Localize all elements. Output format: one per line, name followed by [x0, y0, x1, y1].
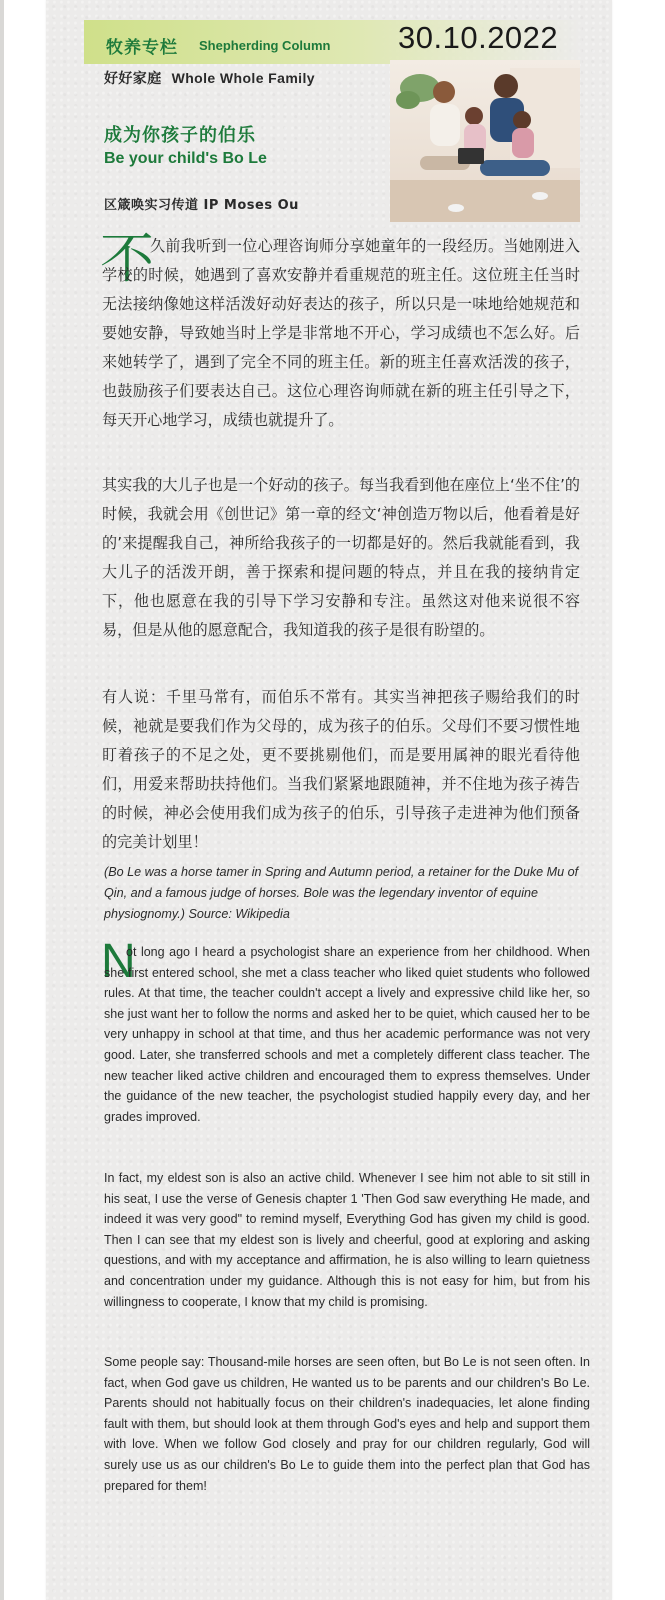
cn-paragraph-3	[102, 683, 580, 857]
dropcap-cn-char: 不	[100, 227, 154, 290]
family-photo	[390, 60, 580, 222]
publication-date: 30.10.2022	[398, 20, 559, 55]
en-paragraph-3	[104, 1352, 590, 1496]
column-title-cn: 牧养专栏	[106, 38, 178, 58]
column-title-en: Shepherding Column	[199, 38, 331, 53]
article-author: 区箴唤实习传道 IP Moses Ou	[104, 198, 299, 213]
wikipedia-note: (Bo Le was a horse tamer in Spring and Autumn period, a retainer for the Duke Mu of Qin, and a famous judge of horses. Bole was the legendary inventor of equine physiognomy.) Source: Wikipedia	[104, 865, 579, 921]
cn-paragraph-text: 久前我听到一位心理咨询师分享她童年的一段经历。当她刚进入学校的时候，她遇到了喜欢安静并看重规范的班主任。这位班主任当时无法接纳像她这样活泼好动好表达的孩子，所以只是一味地给她规范和要她安静，导致她当时上学是非常地不开心，学习成绩也不怎么好。后来她转学了，遇到了完全不同的班主任。新的班主任喜欢活泼的孩子，也鼓励孩子们要表达自己。这位心理咨询师就在新的班主任引导之下，每天开心地学习，成绩也就提升了。	[102, 237, 580, 429]
cn-paragraph-text: 其实我的大儿子也是一个好动的孩子。每当我看到他在座位上‘坐不住’的时候，我就会用《创世记》第一章的经文‘神创造万物以后，他看着是好的’来提醒我自己，神所给我孩子的一切都是好的。然后我就能看到，我大儿子的活泼开朗，善于探索和提问题的特点，并且在我的接纳肯定下，他也愿意在我的引导下学习安静和专注。虽然这对他来说很不容易，但是从他的愿意配合，我知道我的孩子是很有盼望的。	[102, 476, 580, 639]
article-title-cn: 成为你孩子的伯乐	[104, 125, 256, 146]
cn-paragraph-text: 有人说：千里马常有，而伯乐不常有。其实当神把孩子赐给我们的时候，祂就是要我们作为父母的，成为孩子的伯乐。父母们不要习惯性地盯着孩子的不足之处，更不要挑剔他们，而是要用属神的眼光看待他们，用爱来帮助扶持他们。当我们紧紧地跟随神，并不住地为孩子祷告的时候，神必会使用我们成为孩子的伯乐，引导孩子走进神为他们预备的完美计划里！	[102, 688, 580, 851]
en-paragraph-1	[104, 942, 590, 1127]
section-subtitle	[104, 68, 315, 88]
article-title-en: Be your child's Bo Le	[104, 150, 267, 167]
page-edge	[0, 0, 4, 1600]
en-paragraph-text: Some people say: Thousand-mile horses are seen often, but Bo Le is not seen often. In fact, when God gave us children, He wanted us to be parents and our children's Bo Le. Parents should not habitually focus on their children's inadequacies, let alone finding fault with them, but should look at them through God's eyes and help and support them with love. When we follow God closely and pray for our children regularly, God will surely use us as our children's Bo Le to guide them into the perfect plan that God has prepared for them!	[104, 1355, 590, 1493]
subtitle-cn: 好好家庭	[104, 71, 162, 87]
en-paragraph-text: ot long ago I heard a psychologist share an experience from her childhood. When she first entered school, she met a class teacher who liked quiet students who followed rules. At that time, the teacher couldn't accept a lively and expressive child like her, so she just want her to follow the norms and asked her to be quiet, which caused her to be very unhappy in school at that time, and thus her academic performance was not very good. Later, she transferred schools and met a completely different class teacher. The new teacher liked active children and encouraged them to express themselves. Under the guidance of the new teacher, the psychologist studied happily every day, and her grades improved.	[104, 945, 590, 1124]
cn-paragraph-2	[102, 471, 580, 645]
dropcap-en: N	[101, 935, 136, 988]
subtitle-en: Whole Whole Family	[171, 70, 315, 86]
en-paragraph-text: In fact, my eldest son is also an active child. Whenever I see him not able to sit still in his seat, I use the verse of Genesis chapter 1 'Then God saw everything He made, and indeed it was very good" to remind myself, Everything God has given my child is good. Then I can see that my eldest son is lively and cheerful, good at exploring and asking questions, and with my acceptance and affirmation, he is also willing to learn quietness and concentration under my guidance. Although this is not easy for him, but from his willingness to cooperate, I know that my child is promising.	[104, 1171, 590, 1309]
en-paragraph-2	[104, 1168, 590, 1312]
cn-paragraph-1	[100, 227, 580, 435]
